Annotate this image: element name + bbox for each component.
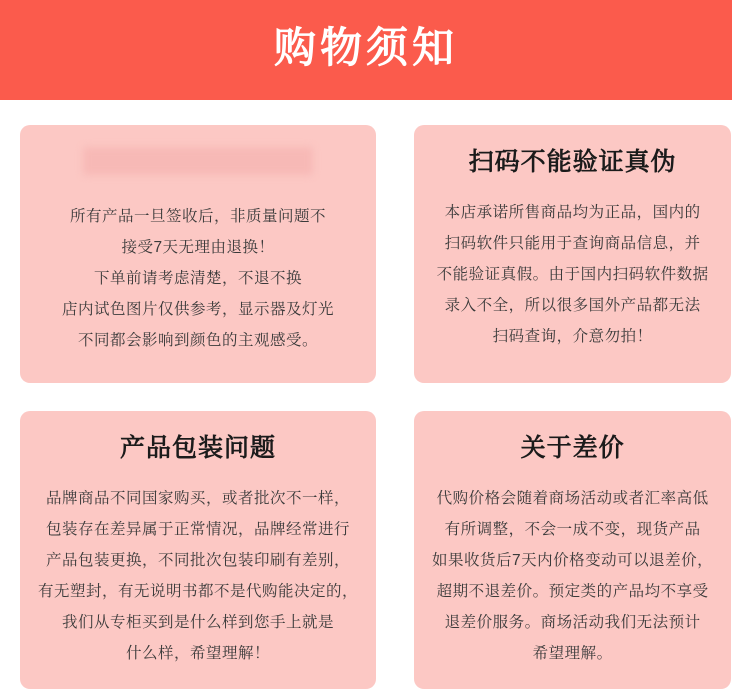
notice-card-barcode-verification: [414, 125, 731, 383]
notice-card-body: [38, 483, 358, 669]
notice-card-return-policy: [20, 125, 376, 383]
notice-card-body: [432, 483, 713, 669]
notice-line: 扫码查询，介意勿拍！: [492, 328, 653, 345]
notice-line: 不能验证真假。由于国内扫码软件数据: [436, 266, 709, 283]
notice-line: 我们从专柜买到是什么样到您手上就是: [62, 614, 335, 631]
notice-line: 代购价格会随着商场活动或者汇率高低: [436, 490, 709, 507]
notice-card-grid: [0, 100, 732, 689]
notice-line: 包装存在差异属于正常情况，品牌经常进行: [46, 521, 351, 538]
notice-line: 所有产品一旦签收后，非质量问题不: [70, 208, 327, 225]
notice-line: 下单前请考虑清楚，不退不换: [94, 270, 303, 287]
notice-card-packaging: [20, 411, 376, 689]
notice-line: 扫码软件只能用于查询商品信息，并: [444, 235, 701, 252]
notice-line: 产品包装更换，不同批次包装印刷有差别，: [46, 552, 351, 569]
notice-line: 有无塑封，有无说明书都不是代购能决定的，: [38, 583, 359, 600]
notice-card-title: [83, 147, 313, 175]
notice-line: 什么样，希望理解！: [126, 645, 271, 662]
page-title: 购物须知: [273, 24, 458, 71]
notice-line: 希望理解。: [532, 645, 613, 662]
notice-line: 不同都会影响到颜色的主观感受。: [78, 332, 319, 349]
notice-line: 如果收货后7天内价格变动可以退差价，: [432, 552, 714, 569]
notice-line: 退差价服务。商场活动我们无法预计: [444, 614, 701, 631]
notice-card-body: [62, 201, 334, 356]
notice-line: 店内试色图片仅供参考，显示器及灯光: [62, 301, 335, 318]
notice-line: 本店承诺所售商品均为正品，国内的: [444, 204, 701, 221]
notice-card-body: [437, 197, 709, 352]
notice-line: 品牌商品不同国家购买，或者批次不一样，: [46, 490, 351, 507]
notice-line: 有所调整，不会一成不变，现货产品: [444, 521, 701, 538]
notice-card-title: 扫码不能验证真伪: [468, 148, 677, 176]
notice-card-price-difference: [414, 411, 731, 689]
notice-line: 超期不退差价。预定类的产品均不享受: [436, 583, 709, 600]
notice-card-title: 关于差价: [520, 434, 625, 462]
notice-line: 接受7天无理由退换！: [121, 239, 275, 256]
notice-line: 录入不全，所以很多国外产品都无法: [444, 297, 701, 314]
notice-card-title: 产品包装问题: [120, 434, 277, 462]
page-banner: [0, 0, 732, 100]
